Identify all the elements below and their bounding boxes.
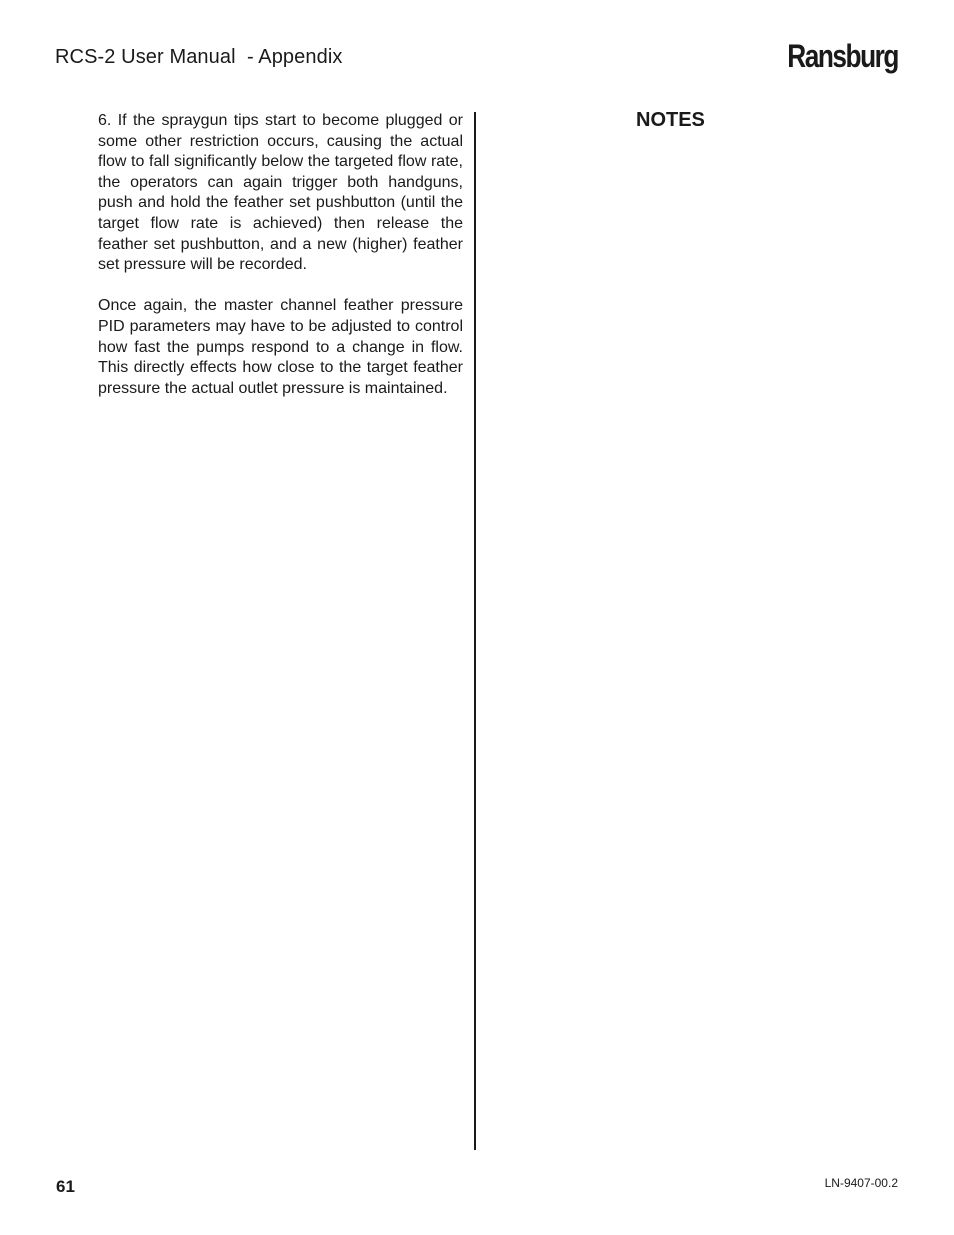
- document-number: LN-9407-00.2: [824, 1176, 898, 1190]
- body-text-column: [98, 111, 463, 420]
- paragraph-step-6: 6. If the spraygun tips start to become plugged or some other restriction occurs, causing the actual flow to fall significantly below the targeted flow rate, the operators can again trigger both handguns, push and hold the feather set pushbutton (until the target flow rate is achieved) then release the feather set pushbutton, and a new (higher) feather set pressure will be recorded.: [98, 112, 463, 274]
- page-number: 61: [56, 1177, 75, 1196]
- page-header-title: RCS-2 User Manual - Appendix: [55, 46, 343, 68]
- column-divider: [474, 112, 476, 1150]
- notes-heading: NOTES: [636, 109, 705, 131]
- paragraph-pid-note: Once again, the master channel feather pressure PID parameters may have to be adjusted to control how fast the pumps respond to a change in flow. This directly effects how close to the target feather pressure the actual outlet pressure is maintained.: [98, 297, 463, 397]
- ransburg-logo: Ransburg: [787, 38, 898, 74]
